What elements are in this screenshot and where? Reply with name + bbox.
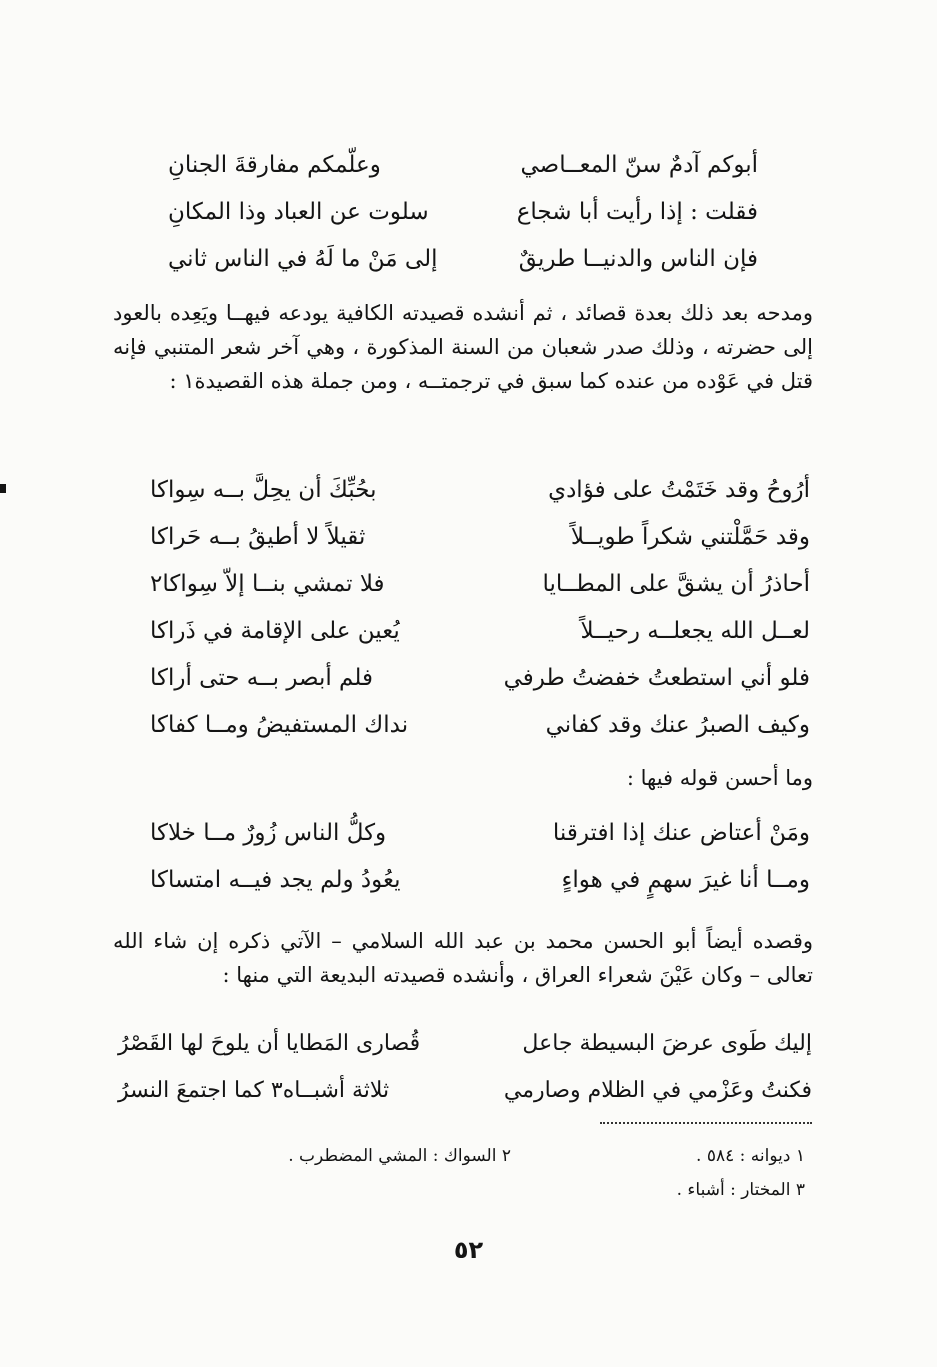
verse-line [150,514,810,561]
hemistich-second: إلى مَنْ ما لَهُ في الناس ثاني [168,246,438,272]
hemistich-second: وكلُّ الناس زُورٌ مــا خلاكا [150,820,387,846]
hemistich-first: أحاذرُ أن يشقَّ على المطــايا [542,571,810,597]
verse-line [150,655,810,702]
hemistich-first: أرُوحُ وقد خَتَمْتُ على فؤادي [548,477,810,503]
hemistich-second: ثقيلاً لا أطيقُ بــه حَراكا [150,524,366,550]
footnote-1: ١ ديوانه : ٥٨٤ . [696,1146,805,1166]
hemistich-second: يعُودُ ولم يجد فيــه امتساكا [150,867,401,893]
footnote-2: ٢ السواك : المشي المضطرب . [288,1146,511,1166]
hemistich-first: إليك طَوى عرضَ البسيطة جاعل [522,1031,812,1056]
verse-line [150,467,810,514]
verse-line [118,1067,812,1114]
hemistich-first: وكيف الصبرُ عنك وقد كفاني [545,712,810,738]
paragraph-text: ومدحه بعد ذلك بعدة قصائد ، ثم أنشده قصيدته الكافية يودعه فيهــا ويَعِده بالعود إلى حضرته ، وذلك صدر شعبان من السنة المذكورة ، وهي آخر شعر المتنبي فإنه قتل في عَوْده من عنده كما سبق في ترجمتــه ، ومن جملة هذه القصيدة١ : [113,301,813,393]
verse-line [168,236,758,283]
hemistich-first: فقلت : إذا رأيت أبا شجاع [516,199,758,225]
verse-line [150,561,810,608]
paragraph-text: وقصده أيضاً أبو الحسن محمد بن عبد الله السلامي – الآتي ذكره إن شاء الله تعالى – وكان عَيْنَ شعراء العراق ، وأنشده قصيدته البديعة التي منها : [113,929,813,987]
hemistich-second: ثلاثة أشبــاه٣ كما اجتمعَ النسرُ [118,1078,390,1103]
verse-line [118,1020,812,1067]
hemistich-first: فكنتُ وعَزْمي في الظلام وصارمي [503,1078,812,1103]
footnote-3: ٣ المختار : أشباء . [676,1180,805,1200]
hemistich-first: ومــا أنا غيرَ سهمٍ في هواءٍ [561,867,810,893]
hemistich-second: فلا تمشي بنــا إلاّ سِواكا٢ [150,571,385,597]
hemistich-first: فلو أني استطعتُ خفضتُ طرفي [503,665,810,691]
hemistich-first: لعــل الله يجعلــه رحيــلاً [580,618,810,644]
verse-block-2 [150,467,810,749]
margin-mark [0,484,6,493]
verse-line [150,702,810,749]
hemistich-first: فإن الناس والدنيــا طريقٌ [518,246,758,272]
hemistich-second: قُصارى المَطايا أن يلوحَ لها القَصْرُ [118,1031,421,1056]
hemistich-second: يُعين على الإقامة في ذَراكا [150,618,400,644]
paragraph-3 [113,924,813,992]
paragraph-text: وما أحسن قوله فيها : [626,766,813,790]
hemistich-first: وقد حَمَّلْتني شكراً طويــلاً [570,524,810,550]
page-number: ٥٢ [453,1236,484,1264]
hemistich-second: سلوت عن العباد وذا المكانِ [168,199,429,225]
hemistich-second: بحُبِّكَ أن يحِلَّ بــه سِواكا [150,477,377,503]
hemistich-second: نداك المستفيضُ ومــا كفاكا [150,712,409,738]
hemistich-second: فلم أبصر بــه حتى أراكا [150,665,373,691]
footnote-separator [600,1122,812,1124]
verse-line [150,608,810,655]
hemistich-first: أبوكم آدمٌ سنّ المعــاصي [520,152,758,178]
hemistich-second: وعلّمكم مفارقةَ الجنانِ [168,152,381,178]
verse-block-4 [118,1020,812,1114]
hemistich-first: ومَنْ أعتاض عنك إذا افترقنا [552,820,810,846]
verse-line [150,857,810,904]
verse-block-3 [150,810,810,904]
paragraph-2 [113,761,813,795]
verse-line [168,189,758,236]
paragraph-1 [113,296,813,398]
verse-block-1 [168,142,758,283]
verse-line [168,142,758,189]
verse-line [150,810,810,857]
